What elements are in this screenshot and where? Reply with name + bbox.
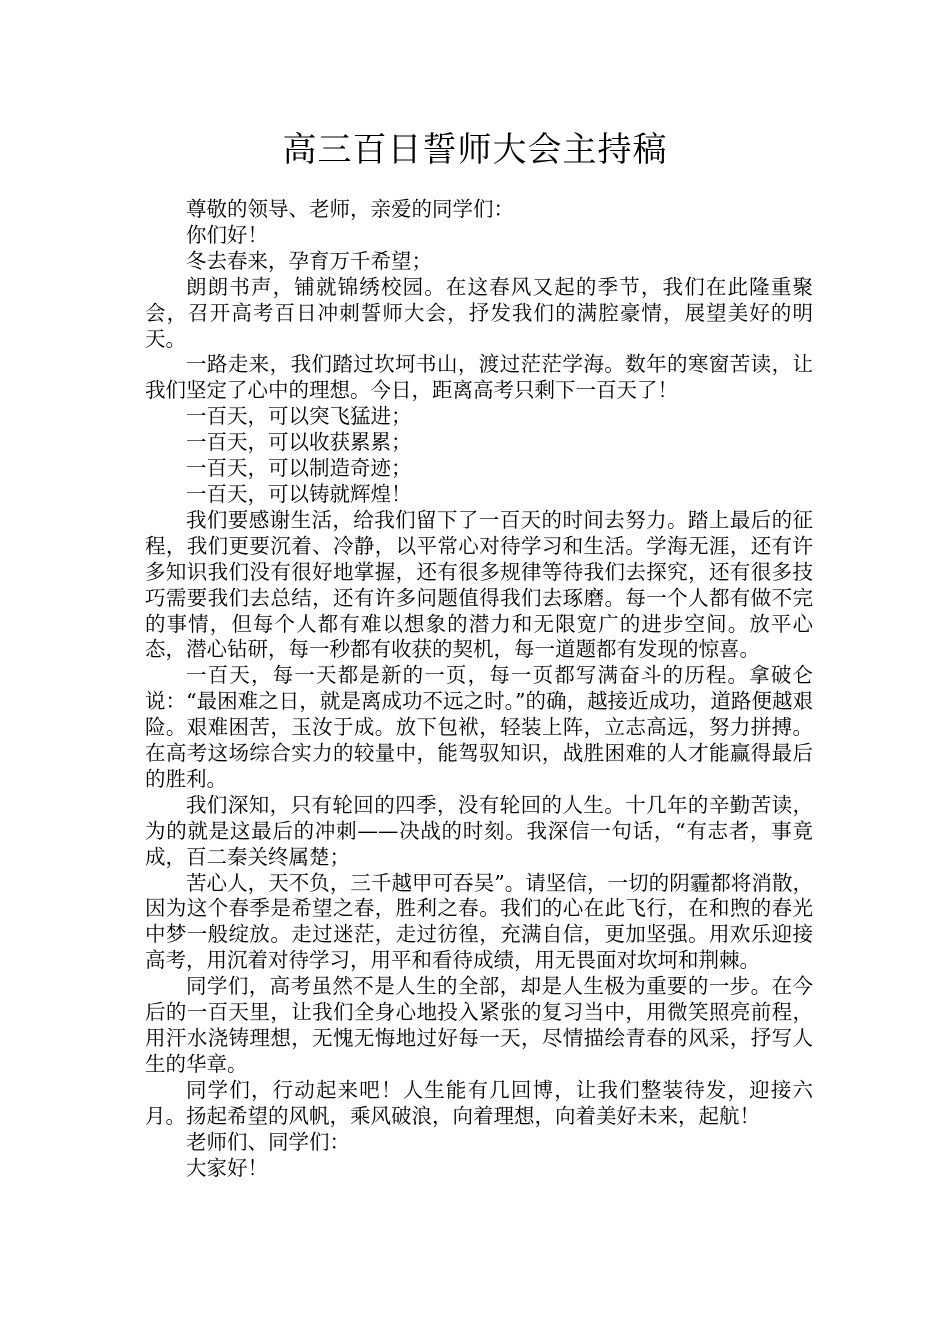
paragraph-closing-address: 老师们、同学们： — [186, 1129, 350, 1154]
document-title: 高三百日誓师大会主持稿 — [282, 130, 668, 170]
paragraph: 一百天，可以铸就辉煌！ — [186, 481, 412, 506]
paragraph-salutation: 尊敬的领导、老师，亲爱的同学们： — [186, 197, 514, 221]
document-body — [145, 197, 813, 1181]
paragraph-closing-greeting: 大家好！ — [186, 1155, 268, 1180]
paragraph: 同学们，高考虽然不是人生的全部，却是人生极为重要的一步。在今后的一百天里，让我们全身心地投入紧张的复习当中，用微笑照亮前程，用汗水浇铸理想，无愧无悔地过好每一天，尽情描绘青春的风采，抒写人生的华章。 — [145, 974, 813, 1076]
paragraph: 苦心人，天不负，三千越甲可吞吴”。请坚信，一切的阴霾都将消散，因为这个春季是希望之春，胜利之春。我们的心在此飞行，在和煦的春光中梦一般绽放。走过迷茫，走过彷徨，充满自信，更加坚强。用欢乐迎接高考，用沉着对待学习，用平和看待成绩，用无畏面对坎坷和荆棘。 — [145, 870, 813, 973]
paragraph-greeting: 你们好！ — [186, 222, 268, 247]
paragraph: 我们要感谢生活，给我们留下了一百天的时间去努力。踏上最后的征程，我们更要沉着、冷静，以平常心对待学习和生活。学海无涯，还有许多知识我们没有很好地掌握，还有很多规律等待我们去探究，还有很多技巧需要我们去总结，还有许多问题值得我们去琢磨。每一个人都有做不完的事情，但每个人都有难以想象的潜力和无限宽广的进步空间。放平心态，潜心钻研，每一秒都有收获的契机，每一道题都有发现的惊喜。 — [145, 507, 813, 662]
paragraph: 朗朗书声，铺就锦绣校园。在这春风又起的季节，我们在此隆重聚会，召开高考百日冲刺誓师大会，抒发我们的满腔豪情，展望美好的明天。 — [145, 274, 813, 351]
paragraph: 一百天，可以制造奇迹； — [186, 456, 412, 481]
paragraph: 冬去春来，孕育万千希望； — [186, 248, 432, 273]
paragraph: 一百天，每一天都是新的一页，每一页都写满奋斗的历程。拿破仑说：“最困难之日，就是离成功不远之时。”的确，越接近成功，道路便越艰险。艰难困苦，玉汝于成。放下包袱，轻装上阵，立志高远，努力拼搏。在高考这场综合实力的较量中，能驾驭知识，战胜困难的人才能赢得最后的胜利。 — [145, 663, 813, 791]
paragraph: 我们深知，只有轮回的四季，没有轮回的人生。十几年的辛勤苦读，为的就是这最后的冲刺——决战的时刻。我深信一句话，“有志者，事竟成，百二秦关终属楚； — [145, 792, 813, 869]
paragraph: 一百天，可以收获累累； — [186, 430, 412, 455]
paragraph: 同学们，行动起来吧！人生能有几回博，让我们整装待发，迎接六月。扬起希望的风帆，乘风破浪，向着理想，向着美好未来，起航！ — [145, 1077, 813, 1128]
paragraph: 一路走来，我们踏过坎坷书山，渡过茫茫学海。数年的寒窗苦读，让我们坚定了心中的理想。今日，距离高考只剩下一百天了！ — [145, 352, 813, 403]
paragraph: 一百天，可以突飞猛进； — [186, 404, 412, 429]
